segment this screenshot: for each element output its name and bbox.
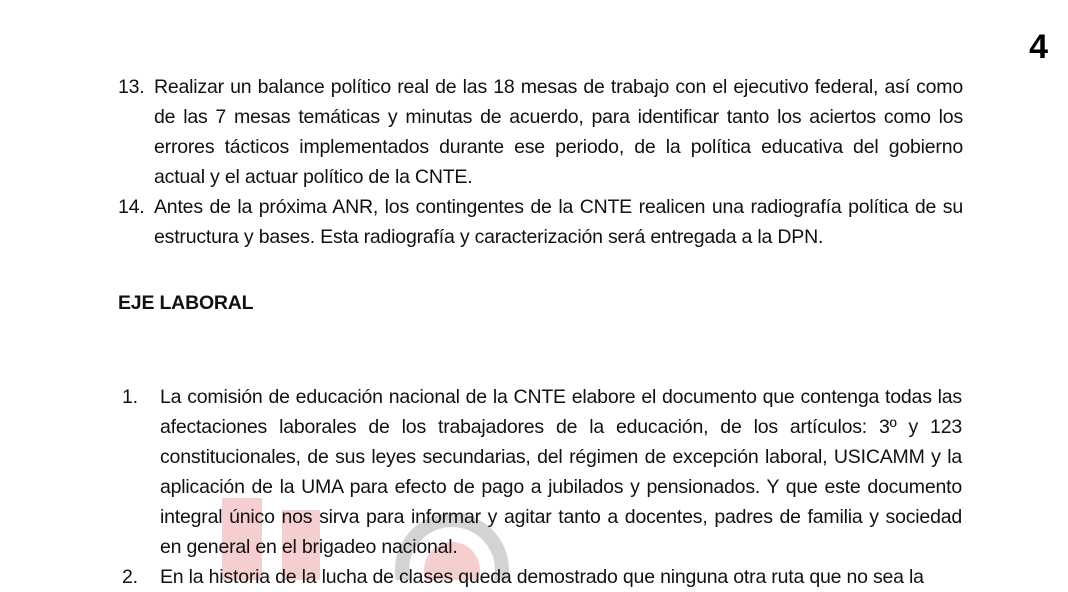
item-number: 13. (118, 76, 145, 98)
item-text: Realizar un balance político real de las 18 mesas de trabajo con el ejecutivo federal, así como de las 7 mesas temáticas y minutas de acuerdo, para identificar tanto los aciertos como los errores tácticos implementados durante ese periodo, de la política educativa del gobierno actual y el actuar político de la CNTE. (154, 76, 963, 188)
item-number: 14. (118, 196, 145, 218)
proposal-list-labor (122, 382, 962, 592)
list-item (118, 72, 963, 192)
proposal-list-political (118, 72, 963, 252)
item-number: 1. (122, 386, 138, 408)
item-text: La comisión de educación nacional de la CNTE elabore el documento que contenga todas las afectaciones laborales de los trabajadores de la educación, de los artículos: 3º y 123 constitucionales, de sus leyes secundarias, del régimen de excepción laboral, USICAMM y la aplicación de la UMA para efecto de pago a jubilados y pensionados. Y que este documento integral único nos sirva para informar y agitar tanto a docentes, padres de familia y sociedad en general en el brigadeo nacional. (160, 386, 962, 558)
list-item (118, 192, 963, 252)
section-heading: EJE LABORAL (118, 292, 254, 314)
page-number: 4 (1029, 28, 1048, 66)
item-text: En la historia de la lucha de clases queda demostrado que ninguna otra ruta que no sea la (160, 566, 924, 588)
item-number: 2. (122, 566, 138, 588)
item-text: Antes de la próxima ANR, los contingentes de la CNTE realicen una radiografía política de su estructura y bases. Esta radiografía y caracterización será entregada a la DPN. (154, 196, 963, 248)
list-item (122, 382, 962, 562)
list-item (122, 562, 962, 592)
